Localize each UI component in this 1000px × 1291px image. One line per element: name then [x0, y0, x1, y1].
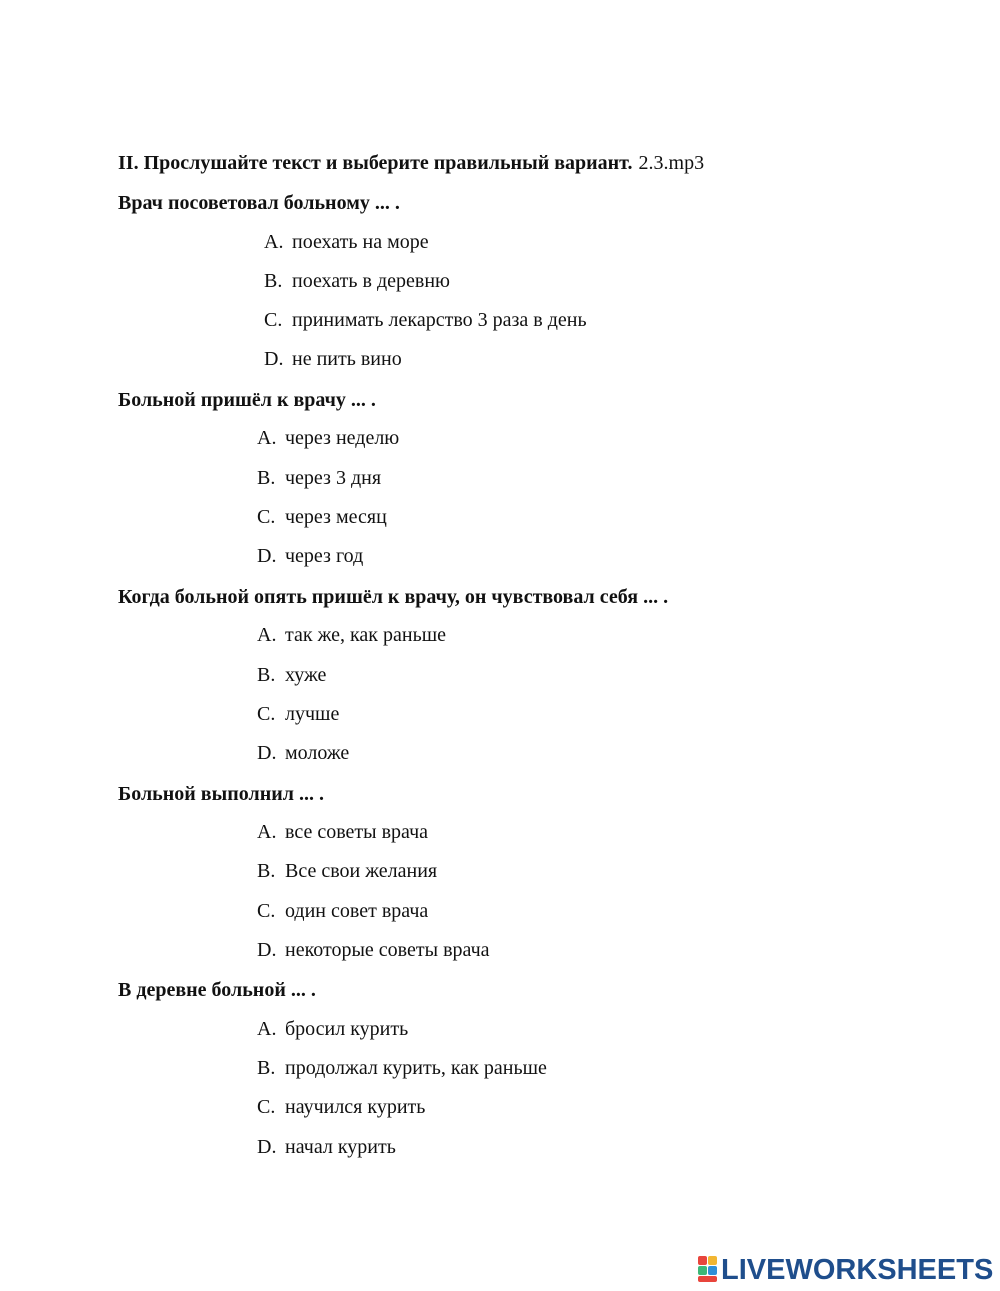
logo-tile-blue	[708, 1266, 717, 1275]
question-4-option-c[interactable]	[257, 898, 428, 924]
option-text: все советы врача	[285, 821, 429, 843]
option-text: через 3 дня	[285, 467, 382, 489]
logo-tile-red	[698, 1256, 707, 1265]
option-text: поехать на море	[292, 231, 429, 253]
option-text: поехать в деревню	[292, 270, 450, 292]
option-text: начал курить	[285, 1136, 396, 1158]
option-letter: D.	[257, 939, 277, 961]
question-5-option-a[interactable]	[257, 1016, 408, 1042]
option-text: научился курить	[285, 1096, 426, 1118]
option-text: через месяц	[285, 506, 387, 528]
logo-tile-green	[698, 1266, 707, 1275]
option-letter: B.	[257, 860, 276, 882]
question-1-option-d[interactable]	[264, 346, 402, 372]
option-letter: B.	[257, 664, 276, 686]
option-letter: A.	[257, 427, 277, 449]
option-text: Все свои желания	[285, 860, 438, 882]
logo-text: LIVEWORKSHEETS	[721, 1254, 994, 1286]
option-letter: C.	[257, 900, 276, 922]
option-letter: C.	[264, 309, 283, 331]
option-text: через неделю	[285, 427, 400, 449]
option-text: продолжал курить, как раньше	[285, 1057, 547, 1079]
question-3-option-b[interactable]	[257, 662, 326, 688]
option-text: не пить вино	[292, 348, 402, 370]
option-letter: A.	[264, 231, 284, 253]
question-4-prompt: Больной выполнил ... .	[118, 783, 324, 805]
logo-tile-yellow	[708, 1256, 717, 1265]
question-2-option-a[interactable]	[257, 425, 399, 451]
question-2-prompt: Больной пришёл к врачу ... .	[118, 389, 376, 411]
question-4-option-d[interactable]	[257, 937, 490, 963]
question-5-option-c[interactable]	[257, 1094, 425, 1120]
question-3-option-d[interactable]	[257, 740, 349, 766]
option-letter: B.	[257, 1057, 276, 1079]
question-2-option-d[interactable]	[257, 543, 363, 569]
logo-tile-red-2	[698, 1276, 717, 1282]
question-5-option-d[interactable]	[257, 1134, 396, 1160]
audio-file-link[interactable]: 2.3.mp3	[638, 152, 705, 174]
option-letter: B.	[257, 467, 276, 489]
question-1-option-c[interactable]	[264, 307, 587, 333]
option-letter: D.	[257, 742, 277, 764]
option-letter: D.	[257, 1136, 277, 1158]
option-letter: C.	[257, 703, 276, 725]
option-letter: D.	[264, 348, 284, 370]
option-text: так же, как раньше	[285, 624, 446, 646]
option-letter: C.	[257, 506, 276, 528]
question-5-option-b[interactable]	[257, 1055, 547, 1081]
option-text: принимать лекарство 3 раза в день	[292, 309, 587, 331]
section-heading	[118, 150, 704, 176]
question-5-prompt: В деревне больной ... .	[118, 979, 316, 1001]
question-3-option-a[interactable]	[257, 622, 446, 648]
option-text: один совет врача	[285, 900, 429, 922]
question-1-option-a[interactable]	[264, 229, 429, 255]
option-letter: A.	[257, 821, 277, 843]
option-letter: C.	[257, 1096, 276, 1118]
option-text: моложе	[285, 742, 350, 764]
question-3-prompt: Когда больной опять пришёл к врачу, он чувствовал себя ... .	[118, 586, 669, 608]
option-letter: A.	[257, 1018, 277, 1040]
option-letter: A.	[257, 624, 277, 646]
question-2-option-b[interactable]	[257, 465, 381, 491]
option-text: через год	[285, 545, 364, 567]
liveworksheets-logo[interactable]	[698, 1254, 993, 1286]
option-letter: B.	[264, 270, 283, 292]
option-text: лучше	[285, 703, 340, 725]
section-title: II. Прослушайте текст и выберите правильный вариант.	[118, 152, 633, 174]
question-3-option-c[interactable]	[257, 701, 339, 727]
question-1-prompt: Врач посоветовал больному ... .	[118, 192, 400, 214]
option-text: хуже	[285, 664, 327, 686]
option-text: некоторые советы врача	[285, 939, 490, 961]
question-1-option-b[interactable]	[264, 268, 450, 294]
option-letter: D.	[257, 545, 277, 567]
question-4-option-a[interactable]	[257, 819, 428, 845]
option-text: бросил курить	[285, 1018, 409, 1040]
question-2-option-c[interactable]	[257, 504, 387, 530]
question-4-option-b[interactable]	[257, 858, 437, 884]
liveworksheets-logo-icon	[698, 1256, 718, 1284]
